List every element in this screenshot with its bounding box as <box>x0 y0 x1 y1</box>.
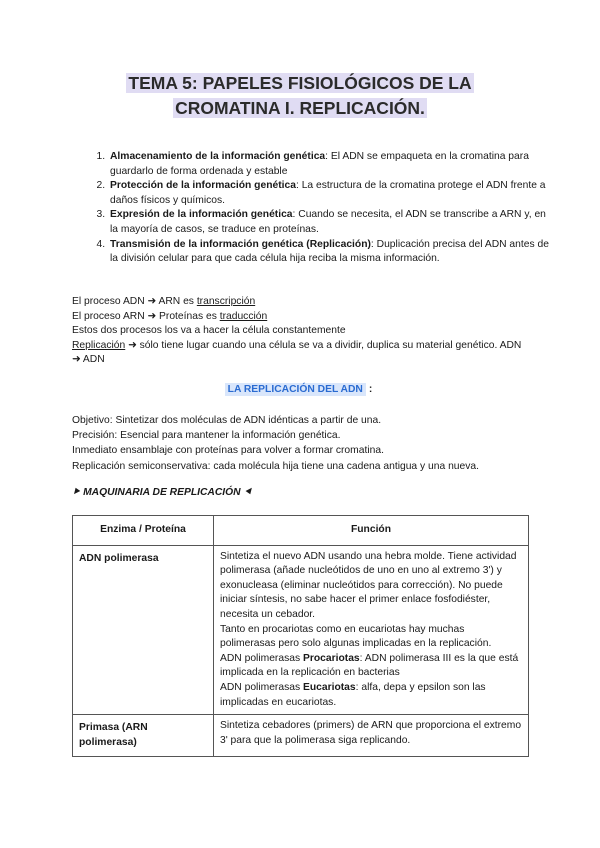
title-line-1: TEMA 5: PAPELES FISIOLÓGICOS DE LA <box>128 73 472 93</box>
fact-line: Objetivo: Sintetizar dos moléculas de ADN idénticas a partir de una. <box>72 415 382 426</box>
fact-line: Replicación semiconservativa: cada molécula hija tiene una cadena antigua y una nueva. <box>72 460 479 472</box>
process-line-transcription: El proceso ADN ➜ ARN es transcripción <box>72 296 256 307</box>
enzyme-name: ADN polimerasa <box>73 545 214 715</box>
process-line-translation: El proceso ARN ➜ Proteínas es traducción <box>72 310 268 322</box>
title-line-2: CROMATINA I. REPLICACIÓN. <box>175 98 425 118</box>
list-item-heading: Expresión de la información genética <box>110 209 293 221</box>
list-item-text: : Cuando se necesita, el ADN se transcribe a ARN y, en la mayoría de casos, se traduce en proteínas. <box>110 209 546 235</box>
table-row <box>73 545 529 715</box>
list-item <box>108 150 553 179</box>
process-paragraph <box>72 295 532 368</box>
translation-term: traducción <box>219 310 268 322</box>
list-item-heading: Transmisión de la información genética (Replicación) <box>110 238 371 250</box>
enzyme-function: Sintetiza el nuevo ADN usando una hebra molde. Tiene actividad polimerasa (añade nucleótidos de uno en uno al extremo 3') y exonucleasa (eliminar nucleótidos para corrección). No puede iniciar síntesis, no sabe hacer el primer enlace fosfodiéster, necesita un cebador. Tanto en procariotas como en eucariotas hay muchas polimerasas pero solo algunas implicadas en la replicación. ADN polimerasas Procariotas: ADN polimerasa III es la que está implicada en la replicación en bacterias ADN polimerasas Eucariotas: alfa, depa y epsilon son las implicadas en eucariotas. <box>214 545 529 715</box>
page-title <box>60 71 540 121</box>
list-item-text: : Duplicación precisa del ADN antes de la división celular para que cada célula hija reciba la misma información. <box>110 238 549 265</box>
list-item-heading: Protección de la información genética <box>110 180 296 192</box>
transcription-term: transcripción <box>196 296 256 307</box>
process-line-constant: Estos dos procesos los va a hacer la célula constantemente <box>72 325 346 337</box>
fact-line: Precisión: Esencial para mantener la información genética. <box>72 430 341 442</box>
enzyme-function: Sintetiza cebadores (primers) de ARN que proporciona el extremo 3' para que la polimerasa siga replicando. <box>214 715 529 757</box>
process-line-replication: Replicación ➜ sólo tiene lugar cuando una célula se va a dividir, duplica su material genético. ADN ➜ ADN <box>72 339 522 366</box>
functions-list <box>80 150 553 267</box>
column-header: Enzima / Proteína <box>73 516 214 546</box>
column-header: Función <box>214 516 529 546</box>
list-item-text: : El ADN se empaqueta en la cromatina para guardarlo de forma ordenada y estable <box>110 151 529 177</box>
list-item <box>108 238 553 267</box>
maquinaria-heading: ⯈ MAQUINARIA DE REPLICACIÓN ⯇ <box>72 487 252 498</box>
list-item <box>108 208 553 237</box>
list-item <box>108 179 553 208</box>
replication-term: Replicación <box>72 339 126 351</box>
table-row <box>73 715 529 757</box>
section-heading: LA REPLICACIÓN DEL ADN : <box>0 384 600 395</box>
enzyme-table <box>72 515 529 757</box>
replication-facts <box>72 413 542 474</box>
fact-line: Inmediato ensamblaje con proteínas para volver a formar cromatina. <box>72 445 384 457</box>
list-item-heading: Almacenamiento de la información genética <box>110 151 326 162</box>
list-item-text: : La estructura de la cromatina protege el ADN frente a daños físicos y químicos. <box>110 180 546 206</box>
table-header-row <box>73 516 529 546</box>
enzyme-name: Primasa (ARN polimerasa) <box>73 715 214 757</box>
